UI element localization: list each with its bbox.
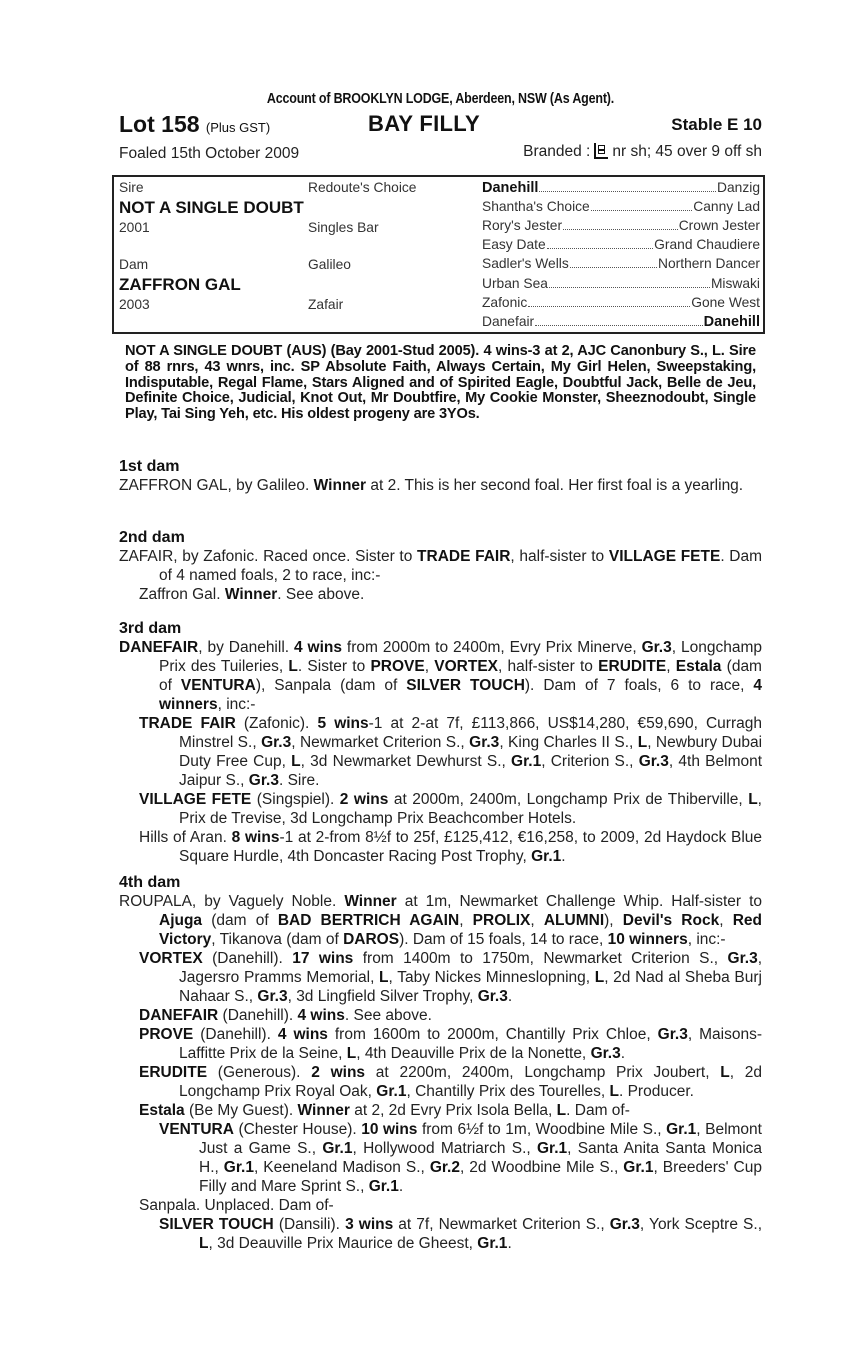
lot-number [119,111,270,138]
grandparent-row [482,314,760,330]
gp-right: Danehill [703,314,760,330]
sire-year: 2001 [119,220,150,235]
grandparent-row [482,256,760,271]
section-body [119,476,762,495]
sire-summary: NOT A SINGLE DOUBT (AUS) (Bay 2001-Stud 2005). 4 wins-3 at 2, AJC Canonbury S., L. Sire of 88 rnrs, 43 wnrs, inc. SP Absolute Faith, Always Certain, My Girl Helen, Sweepstaking, Indisputable, Regal Flame, Stars Aligned and of Spirited Eagle, Doubtful Jack, Belle de Jeu, Definite Choice, Judicial, Knot Out, Mr Doubtfire, My Cookie Monster, Sheeznodoubt, Single Play, Tai Sing Yeh, etc. His oldest progeny are 3YOs. [125,343,756,423]
pedigree-paragraph: DANEFAIR, by Danehill. 4 wins from 2000m to 2400m, Evry Prix Minerve, Gr.3, Longchamp Prix des Tuileries, L. Sister to PROVE, VORTEX, half-sister to ERUDITE, Estala (dam of VENTURA), Sanpala (dam of SILVER TOUCH). Dam of 7 foals, 6 to race, 4 winners, inc:- [119,639,763,713]
section-title: 3rd dam [119,620,182,637]
gp-left: Danehill [482,180,539,196]
gp-right: Gone West [691,295,760,310]
dam-dam: Zafair [308,297,344,312]
pedigree-paragraph: Hills of Aran. 8 wins-1 at 2-from 8½f to 25f, £125,412, €16,258, to 2009, 2d Haydock Blue Square Hurdle, 4th Doncaster Racing Post Trophy, Gr.1. [139,829,763,865]
dam-section-1 [119,457,762,495]
pedigree-paragraph: VENTURA (Chester House). 10 wins from 6½f to 1m, Woodbine Mile S., Gr.1, Belmont Just a Game S., Gr.1, Hollywood Matriarch S., Gr.1, Santa Anita Santa Monica H., Gr.1, Keeneland Madison S., Gr.2, 2d Woodbine Mile S., Gr.1, Breeders' Cup Filly and Mare Sprint S., Gr.1. [159,1121,763,1195]
grandparent-row [482,218,760,233]
branding [523,143,762,161]
brand-mark-icon [594,143,608,159]
gp-left: Sadler's Wells [482,256,569,271]
grandparent-row [482,295,760,310]
dam-section-4 [119,873,762,1253]
pedigree-paragraph: Sanpala. Unplaced. Dam of- [139,1197,334,1214]
gp-left: Shantha's Choice [482,199,590,214]
gp-right: Danzig [717,180,760,195]
section-body [119,892,762,1253]
branded-label: Branded : [523,143,591,160]
dam-year: 2003 [119,297,150,312]
gp-right: Northern Dancer [658,256,760,271]
pedigree-table [112,175,765,334]
sire-name: NOT A SINGLE DOUBT [119,198,304,217]
section-title: 4th dam [119,874,181,891]
pedigree-paragraph: VORTEX (Danehill). 17 wins from 1400m to 1750m, Newmarket Criterion S., Gr.3, Jagersro Pramms Memorial, L, Taby Nickes Minneslopning, L, 2d Nad al Sheba Burj Nahaar S., Gr.3, 3d Lingfield Silver Trophy, Gr.3. [139,950,763,1005]
pedigree-paragraph: VILLAGE FETE (Singspiel). 2 wins at 2000m, 2400m, Longchamp Prix de Thiberville, L, Prix de Trevise, 3d Longchamp Prix Beachcomber Hotels. [139,791,762,827]
lot-note: (Plus GST) [205,120,271,135]
gp-left: Easy Date [482,237,546,252]
gp-left: Danefair [482,314,535,329]
gp-left: Urban Sea [482,276,548,291]
leader-dots [591,210,693,211]
pedigree-paragraph: PROVE (Danehill). 4 wins from 1600m to 2000m, Chantilly Prix Chloe, Gr.3, Maisons-Laffitte Prix de la Seine, L, 4th Deauville Prix de la Nonette, Gr.3. [139,1026,762,1062]
branded-detail: nr sh; 45 over 9 off sh [612,143,762,160]
pedigree-paragraph: Estala (Be My Guest). Winner at 2, 2d Evry Prix Isola Bella, L. Dam of- [139,1102,630,1119]
sex-color: BAY FILLY [368,111,480,136]
pedigree-paragraph: TRADE FAIR (Zafonic). 5 wins-1 at 2-at 7f, £113,866, US$14,280, €59,690, Curragh Minstrel S., Gr.3, Newmarket Criterion S., Gr.3, King Charles II S., L, Newbury Dubai Duty Free Cup, L, 3d Newmarket Dewhurst S., Gr.1, Criterion S., Gr.3, 4th Belmont Jaipur S., Gr.3. Sire. [139,715,763,789]
gp-left: Zafonic [482,295,528,310]
grandparent-row [482,180,760,196]
lot-header [119,111,762,139]
pedigree-paragraph: ZAFFRON GAL, by Galileo. Winner at 2. This is her second foal. Her first foal is a yearling. [119,477,744,494]
gp-left: Rory's Jester [482,218,563,233]
pedigree-paragraph: ERUDITE (Generous). 2 wins at 2200m, 2400m, Longchamp Prix Joubert, L, 2d Longchamp Prix Royal Oak, Gr.1, Chantilly Prix des Tourelles, L. Producer. [139,1064,762,1100]
dam-label: Dam [119,257,149,272]
pedigree-paragraph: ZAFAIR, by Zafonic. Raced once. Sister to TRADE FAIR, half-sister to VILLAGE FETE. Dam of 4 named foals, 2 to race, inc:- [119,548,763,584]
leader-dots [535,325,702,326]
leader-dots [528,306,690,307]
sire-dam: Singles Bar [308,220,379,235]
gp-right: Miswaki [710,276,760,291]
pedigree-paragraph: DANEFAIR (Danehill). 4 wins. See above. [139,1007,432,1024]
sire-sire: Redoute's Choice [308,180,417,195]
lot-label: Lot 158 [119,111,200,137]
pedigree-paragraph: SILVER TOUCH (Dansili). 3 wins at 7f, Newmarket Criterion S., Gr.3, York Sceptre S., L, 3d Deauville Prix Maurice de Gheest, Gr.1. [159,1216,762,1252]
vendor-account: Account of BROOKLYN LODGE, Aberdeen, NSW (As Agent). [266,91,615,107]
leader-dots [549,287,710,288]
leader-dots [547,248,654,249]
leader-dots [570,267,657,268]
foaled-date: Foaled 15th October 2009 [119,145,300,162]
gp-right: Grand Chaudiere [654,237,760,252]
dam-name: ZAFFRON GAL [119,275,241,294]
stable-location: Stable E 10 [671,115,762,134]
section-title: 1st dam [119,458,180,475]
grandparent-row [482,237,760,252]
dam-section-3 [119,619,762,866]
pedigree-paragraph: ROUPALA, by Vaguely Noble. Winner at 1m, Newmarket Challenge Whip. Half-sister to Ajuga (dam of BAD BERTRICH AGAIN, PROLIX, ALUMNI), Devil's Rock, Red Victory, Tikanova (dam of DAROS). Dam of 15 foals, 14 to race, 10 winners, inc:- [119,893,763,948]
section-body [119,638,762,866]
dam-sire: Galileo [308,257,351,272]
sire-label: Sire [119,180,144,195]
pedigree-paragraph: Zaffron Gal. Winner. See above. [139,586,365,603]
grandparent-row [482,199,760,214]
section-body [119,547,762,604]
leader-dots [539,191,716,192]
gp-right: Canny Lad [693,199,760,214]
dam-section-2 [119,528,762,604]
leader-dots [563,229,678,230]
grandparent-row [482,276,760,291]
gp-right: Crown Jester [678,218,760,233]
section-title: 2nd dam [119,529,185,546]
